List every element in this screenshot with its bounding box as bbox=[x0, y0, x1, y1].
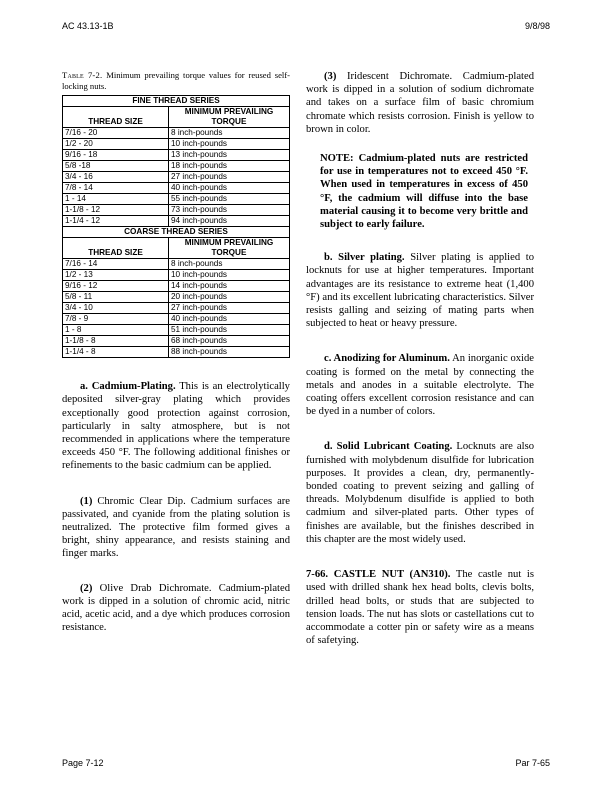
table-row bbox=[63, 161, 290, 172]
fine-torque-cell: 10 inch-pounds bbox=[169, 139, 290, 150]
fine-torque-cell: 8 inch-pounds bbox=[169, 128, 290, 139]
page-number: Page 7-12 bbox=[62, 758, 104, 768]
fine-torque-cell: 13 inch-pounds bbox=[169, 150, 290, 161]
table-row bbox=[63, 281, 290, 292]
para-a bbox=[62, 380, 290, 472]
coarse-thread-size-cell: 3/4 - 10 bbox=[63, 303, 169, 314]
fine-thread-size-cell: 1-1/8 - 12 bbox=[63, 205, 169, 216]
table-caption-text: Minimum prevailing torque values for reused self-locking nuts. bbox=[62, 70, 290, 91]
table-row bbox=[63, 336, 290, 347]
para-c-body: An inorganic oxide coating is formed on the metal by connecting the metals and anodes in a suitable electrolyte. The coating offers excellent corrosion resistance and can be dyed in a number of colors. bbox=[306, 353, 534, 418]
para-d bbox=[306, 440, 534, 546]
para-b bbox=[306, 251, 534, 330]
coarse-thread-size-cell: 9/16 - 12 bbox=[63, 281, 169, 292]
para-2-body: Olive Drab Dichromate. Cadmium-plated work is dipped in a solution of chromic acid, nitric acid, acetic acid, and a dye which produces corrosion resistance. bbox=[62, 582, 290, 634]
fine-thread-size-cell: 5/8 -18 bbox=[63, 161, 169, 172]
table-caption bbox=[62, 70, 290, 91]
coarse-thread-size-cell: 1-1/4 - 8 bbox=[63, 347, 169, 358]
table-row bbox=[63, 325, 290, 336]
para-1 bbox=[62, 495, 290, 561]
para-2 bbox=[62, 582, 290, 635]
table-row bbox=[63, 314, 290, 325]
table-row bbox=[63, 183, 290, 194]
fine-thread-size-cell: 7/8 - 14 bbox=[63, 183, 169, 194]
fine-thread-size-cell: 1 - 14 bbox=[63, 194, 169, 205]
table-row bbox=[63, 292, 290, 303]
para-3 bbox=[306, 70, 534, 136]
fine-torque-cell: 40 inch-pounds bbox=[169, 183, 290, 194]
section-7-66-body: The castle nut is used with drilled shank hex head bolts, clevis bolts, drilled head bolts, or studs that are subjected to tension loads. The nut has slots or castellations cut to accommodate a cotter pin or safety wire as a means of safetying. bbox=[306, 569, 534, 647]
para-1-body: Chromic Clear Dip. Cadmium surfaces are passivated, and cyanide from the plating solution is neutralized. The protective film formed gives a bright, shiny appearance, and resists staining and finger marks. bbox=[62, 495, 291, 560]
para-3-number: (3) bbox=[324, 71, 337, 82]
para-1-number: (1) bbox=[80, 495, 93, 507]
torque-table bbox=[62, 95, 290, 358]
section-7-66 bbox=[306, 568, 534, 647]
fine-thread-size-cell: 7/16 - 20 bbox=[63, 128, 169, 139]
coarse-torque-cell: 27 inch-pounds bbox=[169, 303, 290, 314]
para-b-body: Silver plating is applied to locknuts for use at higher temperatures. Important advantages are its resistance to extreme heat (1,400 °F) and its excellent lubricating characteristics. Silver resists galling and seizing of mating parts when subjected to heat or heavy pressure. bbox=[306, 252, 535, 330]
para-d-heading: d. Solid Lubricant Coating. bbox=[324, 441, 453, 453]
fine-torque-cell: 55 inch-pounds bbox=[169, 194, 290, 205]
fine-thread-size-cell: 3/4 - 16 bbox=[63, 172, 169, 183]
coarse-torque-cell: 88 inch-pounds bbox=[169, 347, 290, 358]
para-2-number: (2) bbox=[80, 582, 93, 594]
table-row bbox=[63, 128, 290, 139]
table-row bbox=[63, 150, 290, 161]
table-row bbox=[63, 139, 290, 150]
fine-col-torque: MINIMUM PREVAILING TORQUE bbox=[169, 107, 290, 128]
fine-thread-size-cell: 1-1/4 - 12 bbox=[63, 216, 169, 227]
para-b-heading: b. Silver plating. bbox=[324, 252, 405, 264]
coarse-thread-size-cell: 1/2 - 13 bbox=[63, 270, 169, 281]
coarse-col-thread-size: THREAD SIZE bbox=[63, 238, 169, 259]
fine-torque-cell: 94 inch-pounds bbox=[169, 216, 290, 227]
para-c bbox=[306, 352, 534, 418]
table-row bbox=[63, 270, 290, 281]
coarse-torque-cell: 14 inch-pounds bbox=[169, 281, 290, 292]
doc-id: AC 43.13-1B bbox=[62, 21, 114, 31]
coarse-thread-size-cell: 5/8 - 11 bbox=[63, 292, 169, 303]
table-row bbox=[63, 259, 290, 270]
coarse-torque-cell: 40 inch-pounds bbox=[169, 314, 290, 325]
coarse-torque-cell: 51 inch-pounds bbox=[169, 325, 290, 336]
fine-thread-size-cell: 1/2 - 20 bbox=[63, 139, 169, 150]
coarse-thread-size-cell: 1-1/8 - 8 bbox=[63, 336, 169, 347]
fine-series-title: FINE THREAD SERIES bbox=[63, 96, 290, 107]
para-c-heading: c. Anodizing for Aluminum. bbox=[324, 353, 450, 365]
coarse-series-title: COARSE THREAD SERIES bbox=[63, 227, 290, 238]
coarse-torque-cell: 68 inch-pounds bbox=[169, 336, 290, 347]
para-d-body: Locknuts are also furnished with molybdenum disulfide for lubrication purposes. It provides a clean, dry, permanently-bonded coating to prevent seizing and galling of threads. Molybdenum disulfide is applied to both cadmium and silver-plated parts. Other types of finishes are available, but the finishes described in this chapter are the most widely used. bbox=[306, 441, 534, 545]
table-row bbox=[63, 347, 290, 358]
table-row bbox=[63, 172, 290, 183]
coarse-thread-size-cell: 1 - 8 bbox=[63, 325, 169, 336]
doc-date: 9/8/98 bbox=[524, 21, 550, 31]
fine-thread-size-cell: 9/16 - 18 bbox=[63, 150, 169, 161]
para-a-body: This is an electrolytically deposited silver-gray plating which provides exceptionally good protection against corrosion, particularly in salty atmosphere, but is not recommended in applications where the temperature exceeds 450 °F. The following additional finishes or refinements to the basic cadmium can be applied. bbox=[62, 381, 290, 472]
coarse-thread-size-cell: 7/8 - 9 bbox=[63, 314, 169, 325]
fine-col-thread-size: THREAD SIZE bbox=[63, 107, 169, 128]
coarse-thread-size-cell: 7/16 - 14 bbox=[63, 259, 169, 270]
fine-torque-cell: 73 inch-pounds bbox=[169, 205, 290, 216]
cadmium-note: NOTE: Cadmium-plated nuts are restricted for use in temperatures not to exceed 450 °F. When used in temperatures in excess of 450 °F, the cadmium will diffuse into the base material causing it to become very brittle and subject to early failure. bbox=[320, 153, 528, 231]
para-3-body: Iridescent Dichromate. Cadmium-plated work is dipped in a solution of sodium dichromate and takes on a surface film of basic chromium chromate which resists corrosion. Finish is yellow to brown in color. bbox=[306, 71, 534, 135]
fine-torque-cell: 18 inch-pounds bbox=[169, 161, 290, 172]
coarse-torque-cell: 10 inch-pounds bbox=[169, 270, 290, 281]
para-a-heading: a. Cadmium-Plating. bbox=[80, 381, 176, 393]
table-row bbox=[63, 216, 290, 227]
table-row bbox=[63, 303, 290, 314]
section-7-66-heading: 7-66. CASTLE NUT (AN310). bbox=[306, 569, 451, 581]
table-row bbox=[63, 194, 290, 205]
coarse-torque-cell: 20 inch-pounds bbox=[169, 292, 290, 303]
fine-torque-cell: 27 inch-pounds bbox=[169, 172, 290, 183]
table-row bbox=[63, 205, 290, 216]
right-column bbox=[306, 70, 534, 647]
coarse-col-torque: MINIMUM PREVAILING TORQUE bbox=[169, 238, 290, 259]
left-column bbox=[62, 70, 290, 634]
coarse-torque-cell: 8 inch-pounds bbox=[169, 259, 290, 270]
paragraph-ref: Par 7-65 bbox=[515, 758, 550, 768]
table-caption-label: Table 7-2. bbox=[62, 70, 103, 80]
